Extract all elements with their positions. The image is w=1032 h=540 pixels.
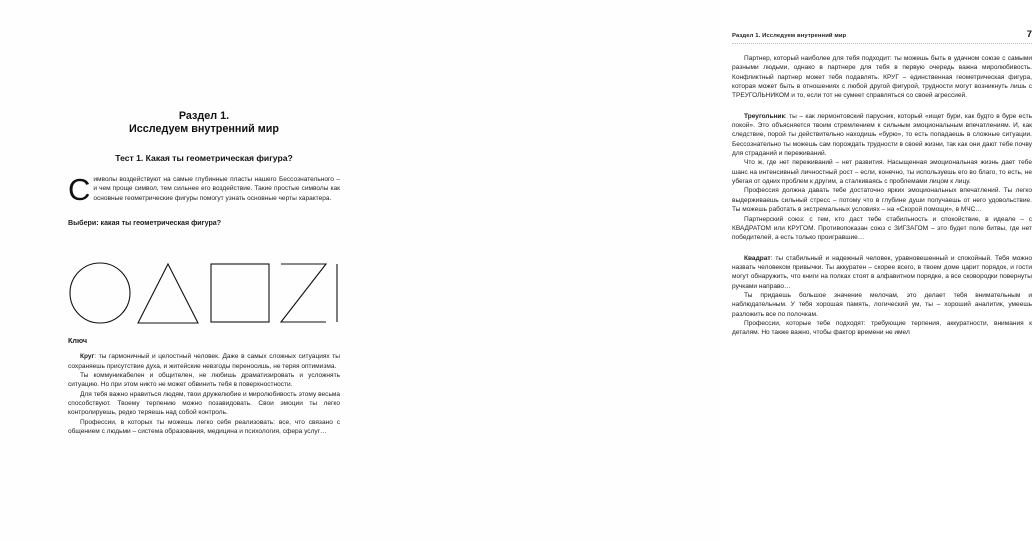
drop-cap-letter: С [68,171,91,207]
square-shape[interactable] [211,264,269,322]
triangle-description-paragraph-1: Треугольник: ты – как лермонтовский парусник, который «ищет бури, как будто в буре есть покой». Это объясняется твоим стремлением к сильным эмоциональным впечатлениям. И, как следствие, порой ты действительно находишь «бурю», то есть попадаешь в сложные ситуации. Бессознательно ты можешь сам порождать трудности в своей жизни, так как они дают тебе почву для страданий и переживаний. [732,112,1032,158]
triangle-shape[interactable] [138,264,198,323]
running-head-title: Раздел 1. Исследуем внутренний мир [732,33,847,39]
triangle-description-paragraph-2: Что ж, где нет переживаний – нет развития. Насыщенная эмоциональная жизнь дает тебе шанс на интенсивный личностный рост – если, конечно, ты используешь его во благо, то есть, не убегая от одних проблем к другим, а сталкиваясь с проблемами лицом к лицу. [732,159,1032,186]
triangle-description-paragraph-4: Партнерский союз: с тем, кто даст тебе стабильность и спокойствие, в идеале – с КВАДРАТОМ или КРУГОМ. Противопоказан союз с ЗИГЗАГОМ – это будет поле битвы, где нет победителей, а есть только проигравшие… [732,215,1032,242]
triangle-description-paragraph-3: Профессия должна давать тебе достаточно ярких эмоциональных впечатлений. Ты легко выдерживаешь сильный стресс – потому что в глубине души получаешь от него удовольствие. Ты можешь работать в экстремальных условиях – на «Скорой помощи», в МЧС… [732,187,1032,214]
spacer [68,164,340,175]
running-head [732,28,1032,39]
left-page [0,0,360,540]
section-title-line-1: Раздел 1. [178,110,230,122]
page-number: 7 [1026,28,1032,39]
running-head-rule [732,42,1032,44]
test-title: Тест 1. Какая ты геометрическая фигура? [115,152,293,163]
square-description-paragraph-1: Квадрат: ты стабильный и надежный человек, уравновешенный и спокойный. Тебя можно назвать человеком привычки. Ты аккуратен – скорее всего, в твоем доме царит порядок, и гости могут обнаружить, что книги на полках стоят в алфавитном порядке, а все сковородки повернуты ручками направо… [732,254,1032,290]
left-key-column [68,336,340,436]
shape-options-row [68,262,340,324]
spacer [732,101,1032,112]
spacer [732,243,1032,254]
intro-paragraph-text: имволы воздействуют на самые глубинные пласты нашего Бессознательного – и чем проще символ, тем сильнее его воздействие. Такие простые символы как основные геометрические фигуры помогут узнать основные черты характера. [93,175,340,202]
circle-shape[interactable] [70,263,130,323]
intro-paragraph [68,171,340,207]
right-page [360,0,1032,540]
square-description-paragraph-3: Профессии, которые тебе подходят: требующие терпения, аккуратности, внимания к деталям. Но также важно, чтобы фактор времени не имел [732,319,1032,337]
zigzag-shape[interactable] [281,264,326,322]
circle-description-paragraph-3: Для тебя важно нравиться людям, твои дружелюбие и миролюбивость этому весьма способствуют. Твоему терпению можно позавидовать. Свои эмоции ты легко контролируешь, редко теряешь над собой контроль. [68,390,340,417]
section-title [68,110,340,137]
spacer [68,345,340,352]
circle-description-paragraph-1: Круг: ты гармоничный и целостный человек. Даже в самых сложных ситуациях ты сохраняешь присутствие духа, и житейские невзгоды переносишь, не теряя оптимизма. [68,353,340,370]
partner-paragraph: Партнер, который наиболее для тебя подходит: ты можешь быть в удачном союзе с самыми разными людьми, однако в партнере для тебя в первую очередь важна миролюбивость. Конфликтный партнер может тебя подавлять. КРУГ – единственная геометрическая фигура, которая может быть в отношениях с любой другой фигурой, трудности могут возникнуть лишь с ТРЕУГОЛЬНИКОМ и то, если тот не сумеет справляться со своей агрессией. [732,55,1032,100]
shape-prompt: Выбери: какая ты геометрическая фигура? [68,218,222,227]
square-description-paragraph-2: Ты придаешь большое значение мелочам, это делает тебя внимательным и наблюдательным. У тебя хорошая память, логический ум, ты – хороший аналитик, умеешь разложить все по полочкам. [732,291,1032,318]
spacer [68,203,340,219]
key-heading: Ключ [68,336,87,345]
circle-description-paragraph-2: Ты коммуникабелен и общителен, не любишь драматизировать и усложнять ситуацию. Но при этом никто не может обвинить тебя в поверхностности. [68,372,340,389]
left-text-column [68,110,340,228]
circle-description-paragraph-4: Профессии, в которых ты можешь легко себя реализовать: все, что связано с общением с людьми – система образования, медицина и психология, сфера услуг… [68,418,340,436]
right-text-column [732,54,1032,338]
section-title-line-2: Исследуем внутренний мир [129,123,279,136]
